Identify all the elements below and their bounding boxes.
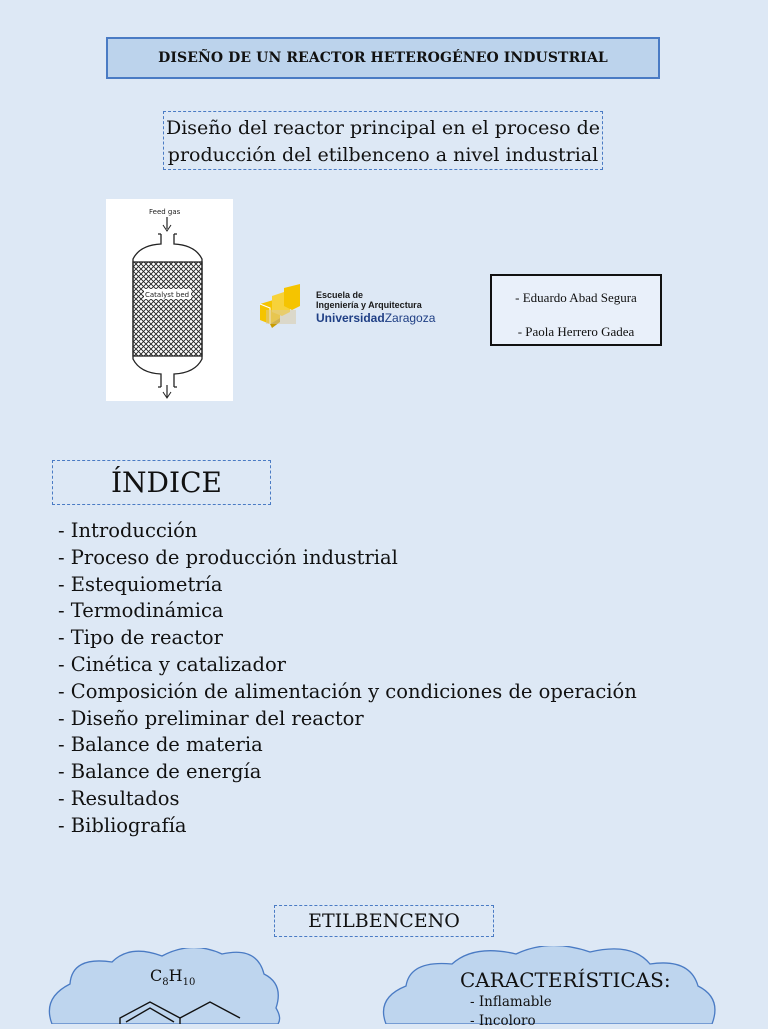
subtitle-line-2: producción del etilbenceno a nivel industrial <box>167 144 599 166</box>
characteristic-item: - Inflamable <box>470 994 552 1010</box>
logo-university <box>316 310 435 326</box>
formula-c-sub: 8 <box>162 977 169 989</box>
index-item: - Introducción <box>58 519 198 542</box>
reactor-diagram <box>106 199 233 401</box>
feed-gas-label: Feed gas <box>149 208 181 216</box>
poster-subtitle <box>163 111 603 170</box>
logo-line-2: Ingeniería y Arquitectura <box>316 300 422 310</box>
formula-c: C <box>150 966 163 985</box>
index-item: - Balance de materia <box>58 733 263 757</box>
index-item: - Composición de alimentación y condiciones de operación <box>58 679 637 703</box>
index-item: - Diseño preliminar del reactor <box>58 706 364 730</box>
logo-university-bold: Universidad <box>316 311 385 325</box>
catalyst-bed-label: Catalyst bed <box>145 291 190 299</box>
logo-text <box>316 290 435 326</box>
etilbenceno-heading: ETILBENCENO <box>274 905 494 937</box>
subtitle-line-1: Diseño del reactor principal en el proceso de <box>165 117 600 139</box>
author-1: - Eduardo Abad Segura <box>515 290 637 305</box>
index-item: - Bibliografía <box>58 813 187 837</box>
logo-line-1: Escuela de <box>316 290 364 300</box>
authors-box <box>490 274 662 346</box>
characteristic-item: - Incoloro <box>470 1013 536 1029</box>
index-list <box>58 518 637 840</box>
index-item: - Estequiometría <box>58 572 223 596</box>
logo-university-city: Zaragoza <box>384 311 436 325</box>
author-2: - Paola Herrero Gadea <box>517 324 635 339</box>
chemical-formula <box>150 966 195 988</box>
characteristics-title: CARACTERÍSTICAS: <box>460 968 671 992</box>
index-item: - Tipo de reactor <box>58 626 223 650</box>
index-item: - Proceso de producción industrial <box>58 545 398 569</box>
index-item: - Termodinámica <box>58 599 224 623</box>
formula-h: H <box>168 966 183 985</box>
formula-h-sub: 10 <box>182 977 196 989</box>
index-heading: ÍNDICE <box>52 460 271 505</box>
index-item: - Balance de energía <box>58 760 262 784</box>
index-item: - Resultados <box>58 786 180 810</box>
logo-cubes-icon <box>260 284 300 328</box>
poster-title: DISEÑO DE UN REACTOR HETEROGÉNEO INDUSTRIAL <box>106 37 660 79</box>
index-item: - Cinética y catalizador <box>58 652 287 676</box>
